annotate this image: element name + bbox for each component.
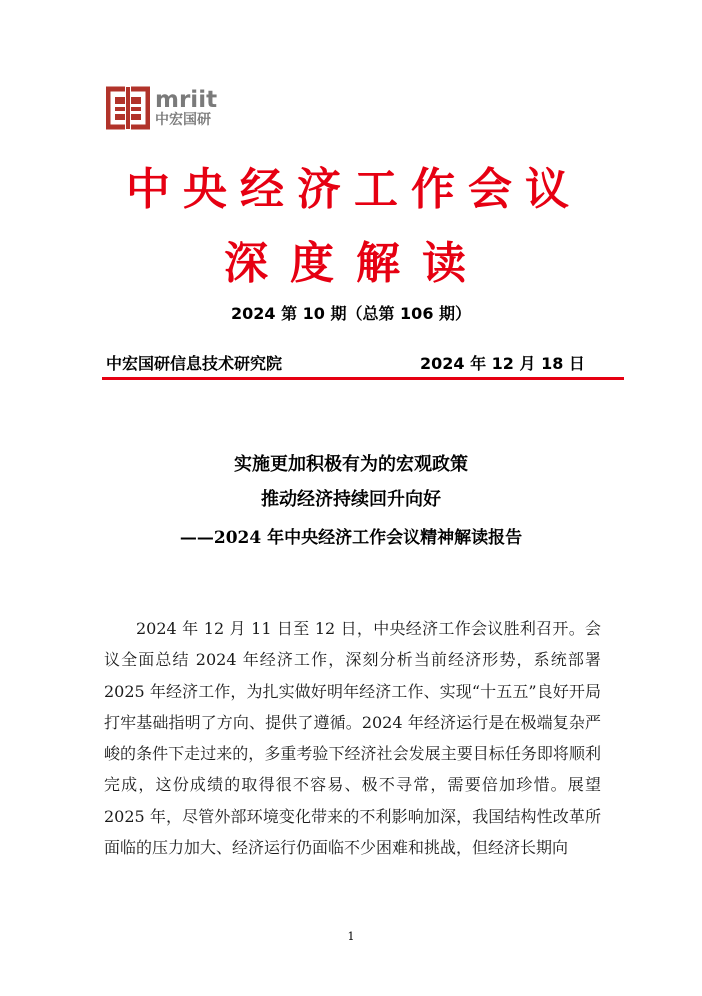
logo-wordmark-cn: 中宏国研	[155, 111, 211, 128]
report-subtitle: 深度解读	[224, 238, 488, 289]
logo	[106, 84, 217, 132]
page-number: 1	[347, 930, 355, 943]
report-title: 中央经济工作会议	[126, 164, 582, 215]
body-paragraph: 2024 年 12 月 11 日至 12 日，中央经济工作会议胜利召开。会议全面总结 2024 年经济工作，深刻分析当前经济形势，系统部署 2025 年经济工作，为扎实做好明年经济工作、实现“十五五”良好开局打牢基础指明了方向、提供了遵循。2024 年经济运行是在极端复杂严峻的条件下走过来的，多重考验下经济社会发展主要目标任务即将顺利完成，这份成绩的取得很不容易、极不寻常，需要倍加珍惜。展望 2025 年，尽管外部环境变化带来的不利影响加深，我国结构性改革所面临的压力加大、经济运行仍面临不少困难和挑战，但经济长期向	[104, 619, 601, 858]
article-headline-line1: 实施更加积极有为的宏观政策	[234, 454, 468, 475]
publish-date: 2024 年 12 月 18 日	[420, 354, 585, 373]
logo-wordmark-en: mriit	[155, 86, 218, 113]
mriit-logo-icon	[106, 85, 150, 131]
organization-name: 中宏国研信息技术研究院	[106, 354, 283, 373]
article-subtitle: ——2024 年中央经济工作会议精神解读报告	[179, 528, 523, 548]
issue-number: 2024 第 10 期（总第 106 期）	[230, 304, 472, 323]
article-headline-line2: 推动经济持续回升向好	[261, 489, 441, 510]
header-divider	[102, 377, 624, 380]
masthead-row	[106, 352, 596, 376]
